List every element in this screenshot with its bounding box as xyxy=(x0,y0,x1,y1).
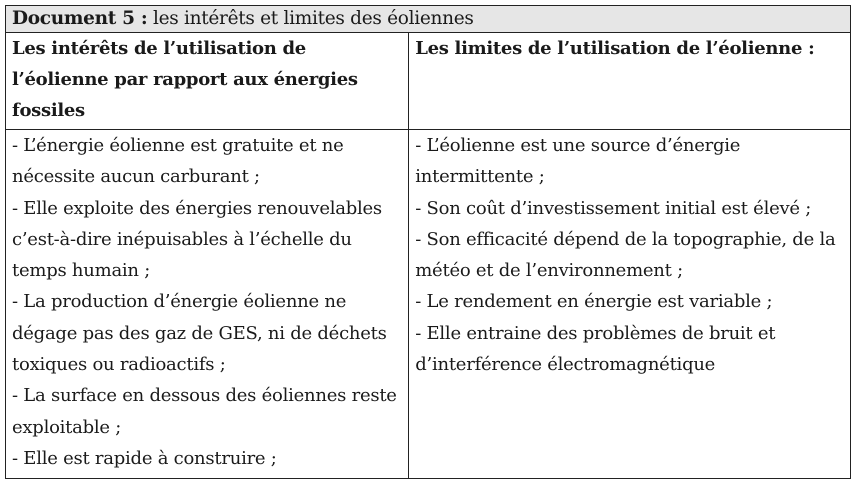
limit-item: - Elle entraine des problèmes de bruit et d’interférence électromagnétique xyxy=(415,322,776,376)
advantage-item: - La production d’énergie éolienne ne dégage pas des gaz de GES, ni de déchets toxiques ou radioactifs ; xyxy=(12,291,387,376)
advantage-item: - L’énergie éolienne est gratuite et ne nécessite aucun carburant ; xyxy=(12,135,344,188)
limit-item: - Le rendement en énergie est variable ; xyxy=(415,291,773,313)
advantage-item: - Elle exploite des énergies renouvelables c’est-à-dire inépuisables à l’échelle du temps humain ; xyxy=(12,197,382,282)
limit-item: - Son efficacité dépend de la topographie, de la météo et de l’environnement ; xyxy=(415,228,836,282)
limit-item: - Son coût d’investissement initial est élevé ; xyxy=(415,197,812,219)
advantage-item: - La surface en dessous des éoliennes reste exploitable ; xyxy=(12,385,397,438)
content-row xyxy=(6,130,851,479)
advantages-cell xyxy=(6,130,409,479)
header-row xyxy=(6,33,851,130)
advantage-item: - Elle est rapide à construire ; xyxy=(12,447,277,469)
document-title xyxy=(6,6,851,33)
right-column-header: Les limites de l’utilisation de l’éolienne : xyxy=(409,33,851,130)
limit-item: - L’éolienne est une source d’énergie intermittente ; xyxy=(415,135,741,188)
document-title-text: les intérêts et limites des éoliennes xyxy=(147,8,474,29)
title-row xyxy=(6,6,851,33)
left-column-header: Les intérêts de l’utilisation de l’éolienne par rapport aux énergies fossiles xyxy=(6,33,409,130)
document-label: Document 5 : xyxy=(12,8,148,29)
document-table xyxy=(5,5,851,479)
limits-cell xyxy=(409,130,851,479)
